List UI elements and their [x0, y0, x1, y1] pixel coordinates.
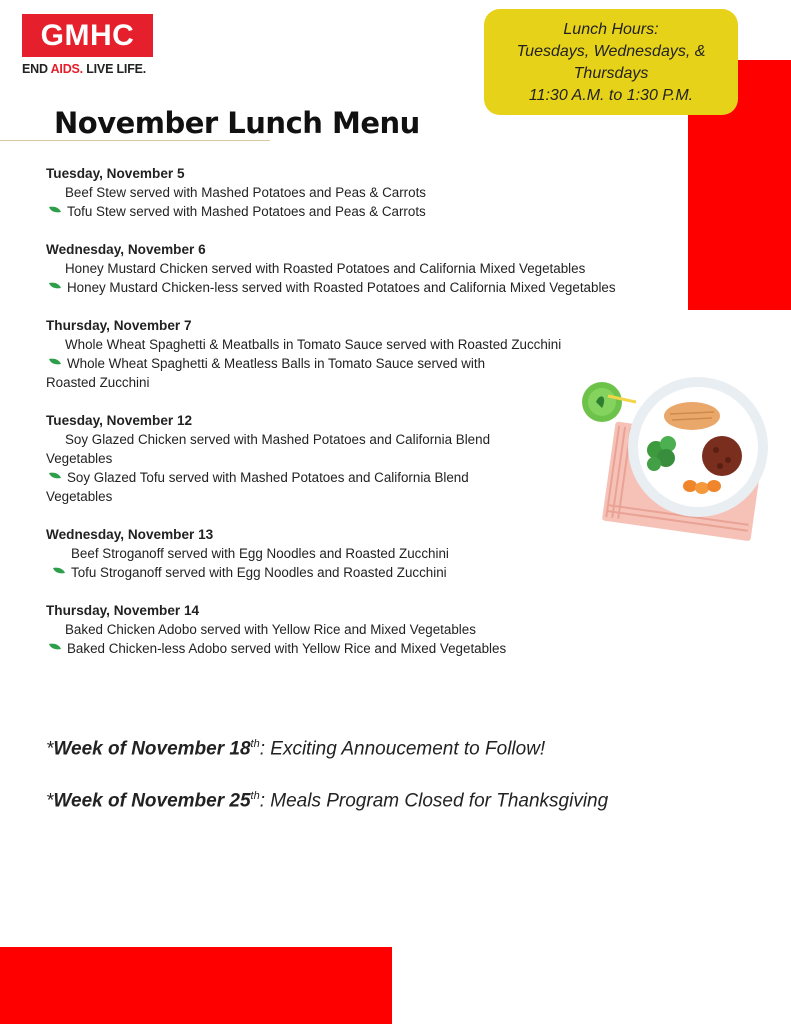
regular-item: Beef Stew served with Mashed Potatoes and Peas & Carrots: [65, 185, 426, 200]
leaf-icon: [52, 567, 66, 575]
leaf-icon: [48, 282, 62, 290]
plate-illustration: [578, 372, 768, 547]
regular-item: Beef Stroganoff served with Egg Noodles and Roasted Zucchini: [71, 546, 449, 561]
page-title: November Lunch Menu: [54, 106, 420, 140]
hours-line-2: Tuesdays, Wednesdays, &: [516, 43, 706, 60]
hours-line-3: Thursdays: [573, 65, 649, 82]
note-bold: Week of November 18: [53, 738, 251, 760]
note-sup: th: [250, 790, 260, 802]
tagline-part-2: AIDS.: [50, 62, 83, 76]
day-title: Wednesday, November 6: [46, 242, 206, 257]
hours-line-1: Lunch Hours:: [563, 21, 659, 38]
vegetarian-item-text: Baked Chicken-less Adobo served with Yellow Rice and Mixed Vegetables: [67, 641, 507, 656]
leaf-icon: [48, 358, 62, 366]
note-sup: th: [250, 738, 260, 750]
vegetarian-item: [46, 563, 696, 582]
vegetarian-item-text: Soy Glazed Tofu served with Mashed Potatoes and California Blend: [67, 470, 469, 485]
title-divider: [0, 140, 270, 141]
hours-line-4: 11:30 A.M. to 1:30 P.M.: [528, 87, 694, 104]
vegetarian-item-continuation: Roasted Zucchini: [46, 375, 150, 390]
leaf-icon: [48, 643, 62, 651]
vegetarian-item-text: Honey Mustard Chicken-less served with Roasted Potatoes and California Mixed Vegetables: [67, 280, 616, 295]
vegetarian-item-text: Tofu Stroganoff served with Egg Noodles and Roasted Zucchini: [71, 565, 447, 580]
note-prefix: *: [46, 790, 54, 812]
red-bottom-block: [0, 947, 392, 1024]
vegetarian-item: [46, 202, 696, 221]
note-rest: : Exciting Annoucement to Follow!: [259, 738, 546, 760]
note-week-18: [46, 738, 545, 760]
gmhc-logo: [22, 14, 153, 57]
vegetarian-item-continuation: Vegetables: [46, 489, 113, 504]
note-rest: : Meals Program Closed for Thanksgiving: [259, 790, 609, 812]
leaf-icon: [48, 472, 62, 480]
regular-item: Soy Glazed Chicken served with Mashed Potatoes and California Blend: [65, 432, 491, 447]
note-week-25: [46, 790, 608, 812]
leaf-icon: [48, 206, 62, 214]
vegetarian-item-text: Whole Wheat Spaghetti & Meatless Balls in Tomato Sauce served with: [67, 356, 486, 371]
day-title: Thursday, November 7: [46, 318, 192, 333]
note-bold: Week of November 25: [53, 790, 251, 812]
logo-tagline: [22, 62, 146, 76]
day-title: Tuesday, November 5: [46, 166, 185, 181]
menu-day: [46, 240, 696, 297]
regular-item-continuation: Vegetables: [46, 451, 113, 466]
vegetarian-item: [46, 278, 696, 297]
tagline-part-1: END: [22, 62, 51, 76]
menu-day: [46, 601, 696, 658]
regular-item: Baked Chicken Adobo served with Yellow Rice and Mixed Vegetables: [65, 622, 476, 637]
vegetarian-item-text: Tofu Stew served with Mashed Potatoes and Peas & Carrots: [67, 204, 426, 219]
day-title: Thursday, November 14: [46, 603, 200, 618]
day-title: Wednesday, November 13: [46, 527, 214, 542]
vegetarian-item: [46, 354, 696, 373]
vegetarian-item: [46, 639, 696, 658]
logo-text: GMHC: [40, 18, 135, 52]
tagline-part-3: LIVE LIFE.: [82, 62, 147, 76]
lunch-hours-box: [484, 9, 738, 115]
note-prefix: *: [46, 738, 54, 760]
day-title: Tuesday, November 12: [46, 413, 193, 428]
menu-day: [46, 164, 696, 221]
regular-item: Whole Wheat Spaghetti & Meatballs in Tomato Sauce served with Roasted Zucchini: [65, 337, 562, 352]
regular-item: Honey Mustard Chicken served with Roasted Potatoes and California Mixed Vegetables: [65, 261, 586, 276]
